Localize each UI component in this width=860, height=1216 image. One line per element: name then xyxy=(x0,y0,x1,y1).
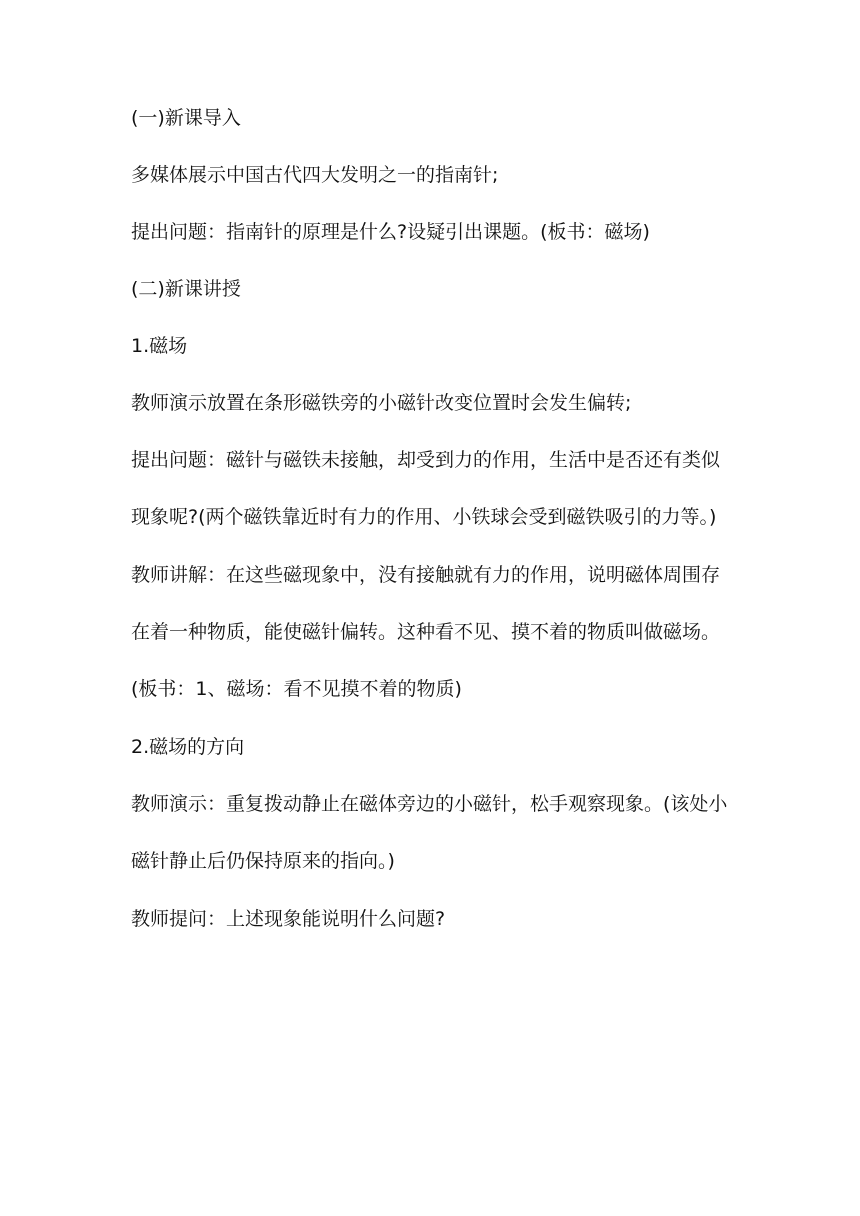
paragraph-question-compass: 提出问题：指南针的原理是什么?设疑引出课题。(板书：磁场) xyxy=(131,221,650,243)
section-heading-intro: (一)新课导入 xyxy=(131,107,241,129)
section-heading-new-lesson: (二)新课讲授 xyxy=(131,278,241,300)
paragraph-multimedia: 多媒体展示中国古代四大发明之一的指南针; xyxy=(131,164,499,186)
document-body xyxy=(131,99,733,957)
paragraph-teacher-demo-needle: 教师演示：重复拨动静止在磁体旁边的小磁针，松手观察现象。(该处小磁针静止后仍保持原来的指向。) xyxy=(131,793,728,872)
paragraph-teacher-question: 教师提问：上述现象能说明什么问题? xyxy=(131,908,446,930)
paragraph-teacher-demo: 教师演示放置在条形磁铁旁的小磁针改变位置时会发生偏转; xyxy=(131,392,632,414)
paragraph-question-contact: 提出问题：磁针与磁铁未接触，却受到力的作用，生活中是否还有类似现象呢?(两个磁铁靠近时有力的作用、小铁球会受到磁铁吸引的力等。) xyxy=(131,449,721,528)
subheading-magnetic-field: 1.磁场 xyxy=(131,335,188,357)
paragraph-teacher-explain: 教师讲解：在这些磁现象中，没有接触就有力的作用，说明磁体周围存在着一种物质，能使磁针偏转。这种看不见、摸不着的物质叫做磁场。(板书：1、磁场：看不见摸不着的物质) xyxy=(131,564,721,700)
subheading-field-direction: 2.磁场的方向 xyxy=(131,736,245,758)
